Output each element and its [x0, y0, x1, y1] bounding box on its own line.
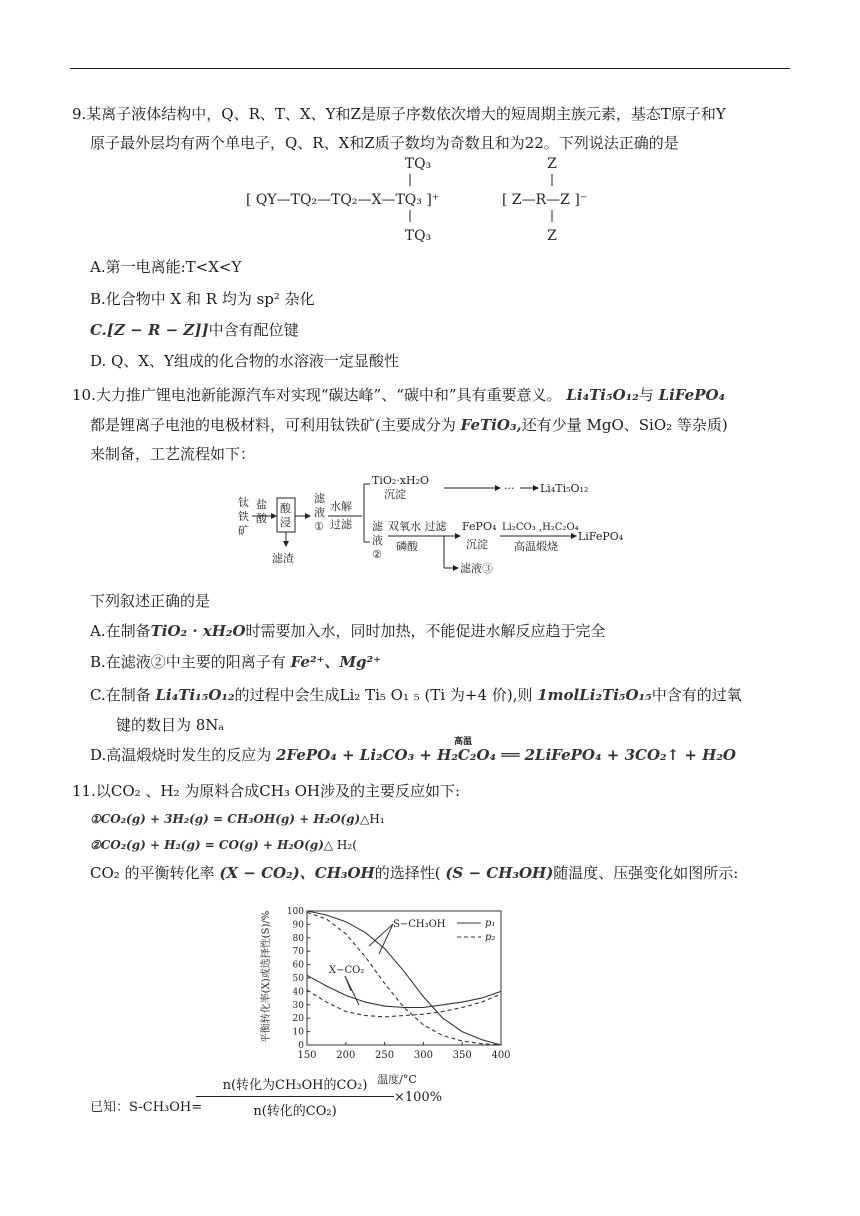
q10-flowchart	[232, 470, 632, 580]
q9-option-c-formula: C.[Z − R − Z]]	[90, 321, 209, 339]
chart-axes	[307, 911, 501, 1045]
q10-lead: 下列叙述正确的是	[90, 592, 211, 610]
q10-stem-line3: 来制备，工艺流程如下：	[90, 445, 256, 463]
q11-chart	[255, 895, 525, 1085]
flow-filter: 过滤	[330, 518, 352, 531]
flow-phosphoric: 磷酸	[396, 540, 418, 553]
q10-a-text2: 时需要加入水，同时加热，不能促进水解反应趋于完全	[245, 622, 606, 640]
y-tick-label: 10	[292, 1027, 304, 1038]
q10-c-text3: 中含有的过氧	[651, 686, 742, 704]
q10-c-text2: 的过程中会生成Li₂ Ti₅ O₁ ₅ (Ti 为+4 价),则	[234, 686, 533, 704]
flow-tio2: TiO₂·xH₂O	[372, 474, 430, 487]
x-tick-label: 300	[413, 1050, 433, 1061]
q10-stem-text: 10.大力推广锂电池新能源汽车对实现“碳达峰”、“碳中和”具有重要意义。	[72, 386, 562, 404]
q9-structure	[240, 152, 620, 244]
q10-b-formula: Fe²⁺、Mg²⁺	[290, 653, 382, 671]
flow-h2o2: 双氧水 过滤	[388, 520, 447, 533]
flow-ore-3: 矿	[238, 524, 249, 537]
chart-ylabel: 平衡转化率(X)或选择性(S)/%	[261, 910, 272, 1044]
chart-xlabel: 温度/°C	[377, 1073, 417, 1085]
q10-c-text1: C.在制备	[90, 686, 151, 704]
q10-a-text1: A.在制备	[90, 622, 151, 640]
q11-r2-equation: ②CO₂(g) + H₂(g) = CO(g) + H₂O(g)	[90, 838, 324, 852]
x-tick-label: 400	[491, 1050, 511, 1061]
q9-option-d: D. Q、X、Y组成的化合物的水溶液一定显酸性	[90, 352, 399, 370]
q10-stem-line2	[90, 414, 728, 436]
flow-reagents: Li₂CO₃ ,H₂C₂O₄	[502, 522, 579, 533]
x-tick-label: 150	[297, 1050, 317, 1061]
q9-stem-line2: 原子最外层均有两个单电子，Q、R、X和Z质子数均为奇数且和为22。下列说法正确的是	[90, 134, 679, 152]
q10-option-c	[90, 684, 742, 706]
q11-reaction-2	[90, 834, 357, 856]
flow-filtrate1-a: 滤	[314, 492, 325, 505]
q10-option-b	[90, 651, 381, 673]
y-tick-label: 60	[292, 960, 304, 971]
q11-reaction-1	[90, 808, 385, 830]
q9-option-a: A.第一电离能:T<X<Y	[90, 258, 242, 276]
y-tick-label: 70	[292, 947, 304, 958]
flow-fepo4: FePO₄	[462, 520, 497, 533]
q9-option-c-text: 中含有配位键	[208, 321, 299, 339]
legend-p2: p₂	[485, 932, 496, 943]
q9-anion-chain: [ Z—R—Z ]⁻	[502, 192, 588, 208]
annot-x-line2	[345, 976, 359, 1005]
q11-known-denominator: n(转化的CO₂)	[253, 1104, 337, 1119]
q11-formula2: (S − CH₃OH)	[445, 864, 554, 882]
flow-hydrolysis: 水解	[330, 500, 352, 513]
q9-anion-top: Z	[547, 156, 557, 172]
legend-p1: p₁	[485, 918, 496, 929]
q10-formula-fetio3: FeTiO₃,	[460, 416, 522, 434]
flow-filtrate2-b: 液	[372, 534, 383, 547]
flow-lfp-product: LiFePO₄	[578, 530, 624, 543]
y-tick-label: 30	[292, 1000, 304, 1011]
q11-known-tail: ×100%	[394, 1090, 443, 1105]
series-line-3	[307, 990, 501, 1017]
q11-text1: CO₂ 的平衡转化率	[90, 864, 215, 882]
q9-stem-line1: 9.某离子液体结构中，Q、R、T、X、Y和Z是原子序数依次增大的短周期主族元素，基态T原子和Y	[72, 105, 726, 123]
q11-formula1: (X − CO₂)、CH₃OH	[219, 864, 375, 882]
q10-formula-lfp: LiFePO₄	[658, 386, 726, 404]
y-tick-label: 80	[292, 933, 304, 944]
q10-stem-line1	[72, 384, 725, 406]
q10-d-text: D.高温煅烧时发生的反应为	[90, 746, 272, 764]
q11-stem-line2	[90, 862, 738, 884]
q11-fraction-bar	[196, 1096, 394, 1097]
q10-option-d	[90, 744, 736, 766]
flow-dots: ···	[504, 482, 515, 495]
flow-filtrate2-c: ②	[372, 548, 382, 561]
x-tick-label: 250	[375, 1050, 395, 1061]
x-tick-label: 350	[452, 1050, 472, 1061]
series-line-1	[307, 912, 501, 1045]
q11-r1-enthalpy: △H₁	[360, 812, 385, 826]
chart-annotation-x: X−CO₂	[329, 965, 365, 976]
flow-leach-1: 酸	[280, 502, 291, 515]
q11-text3: 随温度、压强变化如图所示:	[553, 864, 739, 882]
q11-r1-equation: ①CO₂(g) + 3H₂(g) = CH₃OH(g) + H₂O(g)	[90, 812, 361, 826]
annot-s-line1	[369, 924, 393, 946]
q10-stem-text3: 还有少量 MgO、SiO₂ 等杂质)	[521, 416, 728, 434]
flow-tio2-precip: 沉淀	[384, 488, 406, 501]
q10-c-formula2: 1molLi₂Ti₅O₁₅	[537, 686, 652, 704]
q9-cation-top: TQ₃	[404, 156, 432, 172]
q11-stem-line1: 11.以CO₂ 、H₂ 为原料合成CH₃ OH涉及的主要反应如下:	[72, 782, 461, 800]
chart-series	[307, 911, 501, 1045]
q10-a-formula: TiO₂ · xH₂O	[150, 622, 246, 640]
flow-filtrate1-c: ①	[314, 520, 324, 533]
y-tick-label: 100	[286, 907, 304, 917]
q11-known-numerator: n(转化为CH₃OH的CO₂)	[222, 1078, 368, 1093]
q10-formula-lto: Li₄Ti₅O₁₂	[566, 386, 639, 404]
q10-c-formula1: Li₄Ti₁₅O₁₂	[155, 686, 235, 704]
q11-known-label: 已知：S-CH₃OH=	[90, 1100, 203, 1115]
q11-text2: 的选择性(	[374, 864, 441, 882]
flow-residue: 滤渣	[272, 552, 294, 565]
flow-filtrate2-a: 滤	[372, 520, 383, 533]
flow-ore-2: 铁	[238, 510, 249, 523]
q10-d-equation: 2FePO₄ + Li₂CO₃ + H₂C₂O₄ ══ 2LiFePO₄ + 3CO₂↑ + H₂O	[276, 746, 736, 764]
flow-filtrate1-b: 液	[314, 506, 325, 519]
y-tick-label: 40	[292, 987, 304, 998]
chart-annotation-s: S−CH₃OH	[393, 919, 446, 930]
series-line-2	[307, 975, 501, 1007]
q9-option-c	[90, 319, 299, 341]
q9-anion-bottom: Z	[547, 228, 557, 244]
y-tick-label: 50	[292, 974, 304, 984]
series-line-0	[307, 911, 501, 1045]
plot-frame	[307, 911, 501, 1045]
q9-cation-bottom: TQ₃	[404, 228, 432, 244]
flow-filtrate3: 滤液③	[460, 562, 493, 575]
flow-calcination: 高温煅烧	[514, 540, 558, 553]
flow-ore-1: 钛	[238, 496, 249, 509]
y-tick-label: 0	[298, 1041, 304, 1051]
q10-stem-text2: 都是锂离子电池的电极材料，可利用钛铁矿(主要成分为	[90, 416, 456, 434]
flow-lti-product: Li₄Ti₅O₁₂	[540, 482, 589, 495]
flow-acid-1: 盐	[256, 498, 267, 511]
q10-stem-and: 与	[638, 386, 654, 404]
flow-leach-2: 浸	[280, 516, 291, 529]
q9-option-b: B.化合物中 X 和 R 均为 sp² 杂化	[90, 290, 315, 308]
q11-r2-enthalpy: △ H₂(	[323, 838, 357, 852]
x-tick-label: 200	[336, 1050, 356, 1061]
flow-fepo4-precip: 沉淀	[466, 538, 488, 551]
q10-option-c-cont: 键的数目为 8Nₐ	[116, 716, 225, 734]
y-tick-label: 20	[292, 1014, 304, 1025]
q10-d-condition: 高温	[454, 737, 473, 747]
q10-option-a	[90, 620, 606, 642]
header-rule	[70, 68, 790, 69]
y-tick-label: 90	[292, 920, 304, 931]
q9-cation-chain: [ QY—TQ₂—TQ₂—X—TQ₃ ]⁺	[246, 192, 440, 208]
q10-b-text: B.在滤液②中主要的阳离子有	[90, 653, 286, 671]
flow-acid-2: 酸	[256, 512, 267, 525]
